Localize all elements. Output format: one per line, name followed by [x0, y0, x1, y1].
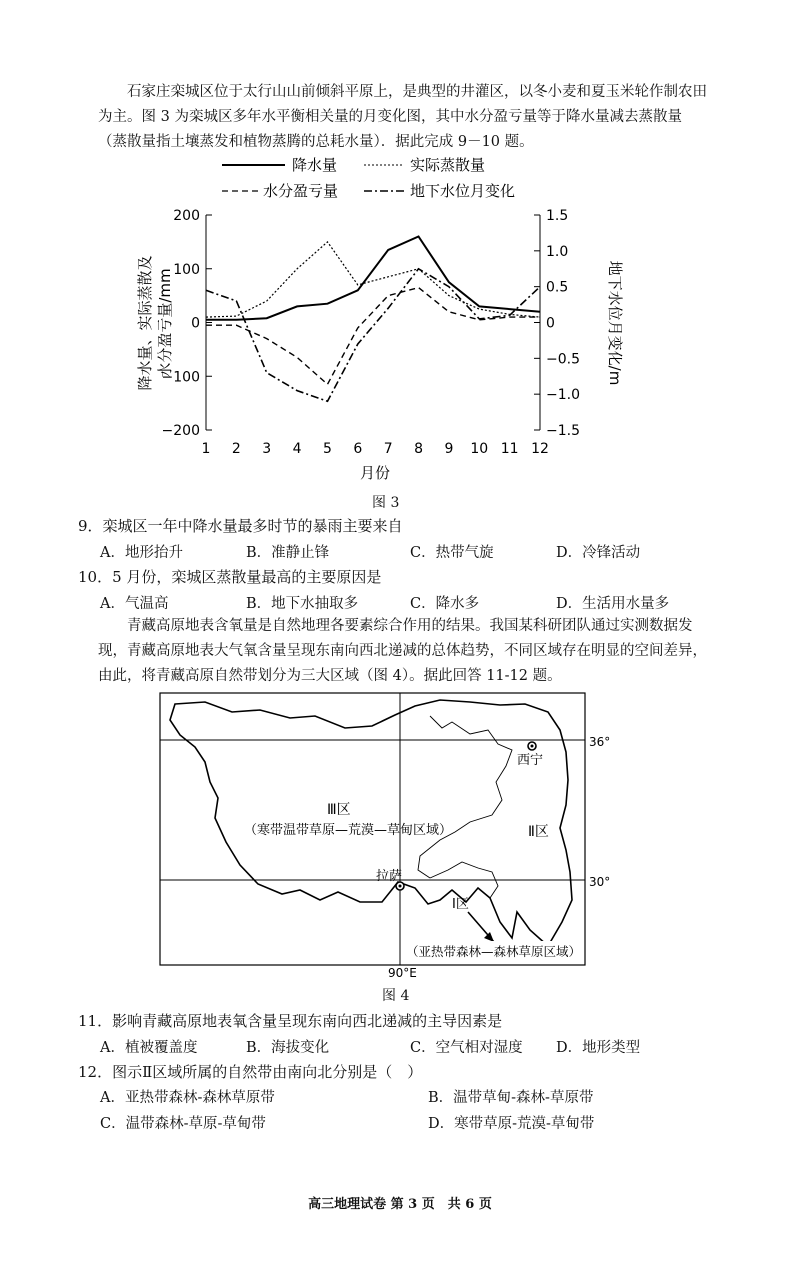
x-tick-label: 5	[322, 441, 332, 457]
label-zone-1: Ⅰ区	[452, 897, 469, 912]
right-tick-label: 1.0	[546, 243, 569, 260]
label-xining: 西宁	[517, 753, 544, 768]
x-tick-label: 6	[353, 441, 363, 457]
left-tick-label: 100	[173, 261, 200, 278]
q10-option-c: C．降水多	[410, 596, 480, 612]
label-lat-30: 30°	[589, 875, 611, 889]
label-lhasa: 拉萨	[376, 869, 403, 884]
q12-option-b: B．温带草甸-森林-草原带	[428, 1090, 594, 1106]
label-zone-3-desc: （寒带温带草原—荒漠—草甸区域）	[244, 823, 453, 838]
q11-option-d: D．地形类型	[556, 1040, 641, 1056]
y-axis-label-right: 地下水位月变化/m	[606, 260, 624, 386]
question-9: 9．栾城区一年中降水量最多时节的暴雨主要来自	[78, 517, 403, 535]
q9-option-b: B．准静止锋	[246, 545, 330, 561]
right-tick-label: −1.5	[546, 423, 580, 439]
q10-option-b: B．地下水抽取多	[246, 596, 359, 612]
figure-4-caption: 图 4	[382, 988, 410, 1004]
right-tick-label: −0.5	[546, 351, 580, 368]
q12-option-c: C．温带森林-草原-草甸带	[100, 1116, 266, 1132]
x-tick-label: 3	[262, 441, 272, 457]
right-tick-label: −1.0	[546, 387, 580, 404]
x-axis-label: 月份	[359, 464, 391, 482]
y-axis-label-left: 降水量、实际蒸散及 水分盈亏量/mm	[136, 255, 174, 391]
q12-option-a: A．亚热带森林-森林草原带	[100, 1090, 275, 1106]
left-tick-label: −100	[161, 369, 200, 386]
figure-4-map	[0, 690, 800, 980]
q10-option-a: A．气温高	[100, 596, 169, 612]
series-line-2	[206, 242, 540, 317]
q11-option-b: B．海拔变化	[246, 1040, 330, 1056]
legend-label-precip: 降水量	[292, 156, 338, 174]
x-tick-label: 2	[231, 441, 241, 457]
intro-paragraph-2: 青藏高原地表含氧量是自然地理各要素综合作用的结果。我国某科研团队通过实测数据发现，青藏高原地表大气氧含量呈现东南向西北递减的总体趋势，不同区域存在明显的空间差异，由此，将青藏高原自然带划分为三大区域（图 4）。据此回答 11-12 题。	[98, 618, 707, 684]
x-tick-label: 7	[383, 441, 393, 457]
q9-option-a: A．地形抬升	[100, 545, 183, 561]
label-lat-36: 36°	[589, 735, 611, 749]
q9-option-d: D．冷锋活动	[556, 545, 641, 561]
right-axis-ticks	[534, 208, 580, 439]
figure-3-caption: 图 3	[372, 495, 400, 511]
question-11: 11．影响青藏高原地表氧含量呈现东南向西北递减的主导因素是	[78, 1012, 503, 1030]
label-zone-1-desc: （亚热带森林—森林草原区域）	[406, 944, 582, 959]
label-zone-2: Ⅱ区	[528, 824, 549, 840]
left-tick-label: 200	[173, 208, 200, 224]
series-line-4	[206, 269, 540, 402]
q11-option-c: C．空气相对湿度	[410, 1040, 523, 1056]
x-axis-ticks	[202, 441, 549, 457]
x-tick-label: 1	[201, 441, 211, 457]
x-tick-label: 4	[292, 441, 302, 457]
series-group	[206, 237, 540, 402]
q12-option-d: D．寒带草原-荒漠-草甸带	[428, 1116, 595, 1132]
chart-legend	[222, 156, 515, 200]
legend-label-groundwater: 地下水位月变化	[410, 182, 516, 200]
label-zone-3: Ⅲ区	[327, 802, 351, 818]
series-line-3	[206, 288, 540, 385]
x-tick-label: 10	[470, 441, 489, 457]
right-tick-label: 0.5	[546, 279, 569, 296]
q10-option-d: D．生活用水量多	[556, 596, 670, 612]
x-tick-label: 11	[500, 441, 519, 457]
q11-option-a: A．植被覆盖度	[100, 1040, 198, 1056]
x-tick-label: 9	[444, 441, 454, 457]
question-10: 10．5 月份，栾城区蒸散量最高的主要原因是	[78, 568, 382, 586]
question-12: 12．图示Ⅱ区域所属的自然带由南向北分别是（ ）	[78, 1063, 423, 1081]
legend-label-evap: 实际蒸散量	[410, 156, 486, 174]
left-tick-label: −200	[161, 423, 200, 439]
q9-option-c: C．热带气旋	[410, 545, 494, 561]
legend-label-balance: 水分盈亏量	[263, 182, 339, 200]
x-tick-label: 12	[531, 441, 549, 457]
intro-paragraph-1: 石家庄栾城区位于太行山山前倾斜平原上，是典型的井灌区，以冬小麦和夏玉米轮作制农田为主。图 3 为栾城区多年水平衡相关量的月变化图，其中水分盈亏量等于降水量减去蒸散量（蒸散量指土壤蒸发和植物蒸腾的总耗水量）．据此完成 9－10 题。	[98, 84, 707, 150]
page-footer: 高三地理试卷 第 3 页 共 6 页	[308, 1197, 492, 1212]
series-line-1	[206, 237, 540, 320]
left-tick-label: 0	[191, 315, 200, 332]
label-lon-90: 90°E	[388, 966, 417, 980]
x-tick-label: 8	[414, 441, 424, 457]
right-tick-label: 1.5	[546, 208, 569, 224]
right-tick-label: 0	[546, 315, 555, 332]
